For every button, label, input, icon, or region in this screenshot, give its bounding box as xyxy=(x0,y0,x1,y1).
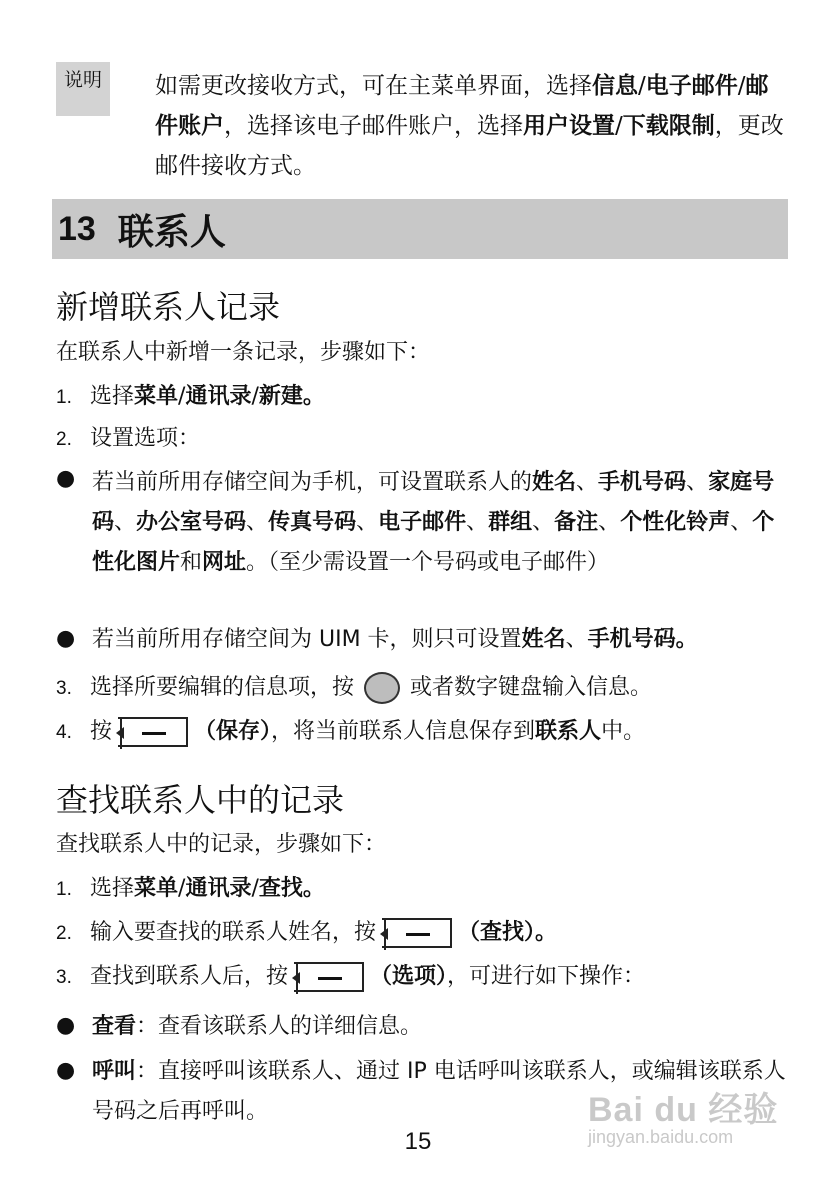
step-text: 设置选项： xyxy=(90,426,201,451)
field-office-phone: 办公室号码 xyxy=(136,510,247,535)
bullet-text: 若当前所用存储空间为手机，可设置联系人的 xyxy=(92,470,533,495)
left-soft-key-icon xyxy=(118,717,188,747)
menu-path-messages: 信息 xyxy=(592,73,638,99)
note-text-segment: 如需更改接收方式，可在主菜单界面，选择 xyxy=(155,73,592,99)
list-separator: 、 xyxy=(598,510,621,535)
field-note: 备注 xyxy=(554,510,599,535)
step-punctuation: 。 xyxy=(535,920,558,945)
left-soft-key-icon xyxy=(294,962,364,992)
left-soft-key-icon xyxy=(382,918,452,948)
list-separator: 、 xyxy=(532,510,555,535)
chapter-title: 联系人 xyxy=(117,211,226,253)
menu-path-find: 查找 xyxy=(258,876,303,901)
step-number: 4. xyxy=(56,722,72,743)
menu-path-menu: 菜单 xyxy=(134,384,179,409)
step-1 xyxy=(56,874,325,905)
field-fax: 传真号码 xyxy=(268,510,357,535)
section-intro: 在联系人中新增一条记录，步骤如下： xyxy=(56,340,431,365)
option-call-desc: ：直接呼叫该联系人、通过 IP 电话呼叫该联系人，或编辑该联系人号码之后再呼叫。 xyxy=(92,1059,786,1124)
step-text: 输入要查找的联系人姓名，按 xyxy=(90,920,377,945)
step-punctuation: 。 xyxy=(302,384,325,409)
list-separator: 、 xyxy=(114,510,137,535)
bullet-icon: ● xyxy=(56,466,76,491)
menu-path-contacts: 联系人 xyxy=(535,719,602,744)
menu-path-email: 电子邮件 xyxy=(645,73,738,99)
step-text: 中。 xyxy=(601,719,646,744)
path-separator: / xyxy=(737,73,746,99)
step-text: ，将当前联系人信息保存到 xyxy=(271,719,536,744)
section-heading-find-contact: 查找联系人中的记录 xyxy=(56,781,345,819)
bullet-icon: ● xyxy=(56,1013,76,1038)
soft-key-label-find: （查找） xyxy=(458,920,536,945)
step-2 xyxy=(56,424,200,455)
step-2 xyxy=(56,918,557,949)
step-text: 按 xyxy=(90,719,113,744)
note-text-segment: ，选择该电子邮件账户，选择 xyxy=(224,113,523,139)
chapter-header xyxy=(52,199,788,259)
path-separator: / xyxy=(178,384,186,409)
field-website: 网址 xyxy=(202,550,247,575)
step-text: 选择所要编辑的信息项，按 xyxy=(90,675,355,700)
bullet-phone-storage-fields xyxy=(92,463,788,583)
bullet-uim-storage-fields xyxy=(92,620,788,660)
watermark-logo: Bai du 经验 xyxy=(588,1091,779,1129)
field-name: 姓名 xyxy=(532,470,577,495)
step-punctuation: 。 xyxy=(302,876,325,901)
field-ringtone: 个性化铃声 xyxy=(620,510,731,535)
step-4 xyxy=(56,717,645,748)
option-call-label: 呼叫 xyxy=(92,1059,137,1084)
bullet-icon: ● xyxy=(56,626,76,651)
chapter-number: 13 xyxy=(58,209,96,248)
field-email: 电子邮件 xyxy=(378,510,467,535)
menu-path-user-settings: 用户设置 xyxy=(523,113,615,139)
step-text: 或者数字键盘输入信息。 xyxy=(410,675,653,700)
step-number: 2. xyxy=(56,923,72,944)
list-separator: 、 xyxy=(686,470,709,495)
field-mobile: 手机号码 xyxy=(587,627,676,652)
list-separator: 、 xyxy=(730,510,753,535)
bullet-text: 若当前所用存储空间为 UIM 卡，则只可设置 xyxy=(92,627,522,652)
step-1 xyxy=(56,382,325,413)
field-group: 群组 xyxy=(488,510,533,535)
field-mobile: 手机号码 xyxy=(598,470,687,495)
path-separator: / xyxy=(178,876,186,901)
option-view-desc: ：查看该联系人的详细信息。 xyxy=(136,1014,423,1039)
note-tag: 说明 xyxy=(56,62,110,116)
step-3 xyxy=(56,672,652,704)
menu-path-mail-account: 邮件账户 xyxy=(155,73,769,139)
page-number: 15 xyxy=(404,1128,432,1155)
step-text: 选择 xyxy=(90,876,135,901)
path-separator: / xyxy=(638,73,646,99)
field-name: 姓名 xyxy=(521,627,566,652)
field-home-phone: 家庭号码 xyxy=(92,470,775,535)
menu-path-menu: 菜单 xyxy=(134,876,179,901)
soft-key-label-options: （选项） xyxy=(370,964,448,989)
step-text: 选择 xyxy=(90,384,135,409)
conjunction: 和 xyxy=(180,550,203,575)
soft-key-label-save: （保存） xyxy=(194,719,272,744)
section-intro: 查找联系人中的记录，步骤如下： xyxy=(56,832,387,857)
path-separator: / xyxy=(615,113,623,139)
list-separator: 、 xyxy=(356,510,379,535)
list-separator: 、 xyxy=(565,627,588,652)
step-text: ，可进行如下操作： xyxy=(447,964,646,989)
path-separator: / xyxy=(251,384,259,409)
list-separator: 、 xyxy=(466,510,489,535)
step-text: 查找到联系人后，按 xyxy=(90,964,289,989)
ok-key-icon xyxy=(364,672,400,704)
option-view-label: 查看 xyxy=(92,1014,137,1039)
note-text xyxy=(155,66,785,186)
bullet-text: 。（至少需设置一个号码或电子邮件） xyxy=(246,550,610,575)
step-3 xyxy=(56,962,645,993)
step-number: 2. xyxy=(56,429,72,450)
menu-path-contacts: 通讯录 xyxy=(185,384,252,409)
list-separator: 、 xyxy=(576,470,599,495)
field-picture: 个性化图片 xyxy=(92,510,775,575)
step-number: 1. xyxy=(56,387,72,408)
menu-path-contacts: 通讯录 xyxy=(185,876,252,901)
menu-path-download-limit: 下载限制 xyxy=(622,113,715,139)
watermark-url: jingyan.baidu.com xyxy=(588,1127,734,1147)
bullet-icon: ● xyxy=(56,1058,76,1083)
step-punctuation: 。 xyxy=(675,627,698,652)
list-separator: 、 xyxy=(246,510,269,535)
menu-path-new: 新建 xyxy=(258,384,303,409)
path-separator: / xyxy=(251,876,259,901)
step-number: 3. xyxy=(56,678,72,699)
bullet-view xyxy=(92,1007,788,1047)
note-text-segment: ，更改邮件接收方式。 xyxy=(155,113,784,179)
step-number: 1. xyxy=(56,879,72,900)
section-heading-add-contact: 新增联系人记录 xyxy=(56,288,281,326)
step-number: 3. xyxy=(56,967,72,988)
